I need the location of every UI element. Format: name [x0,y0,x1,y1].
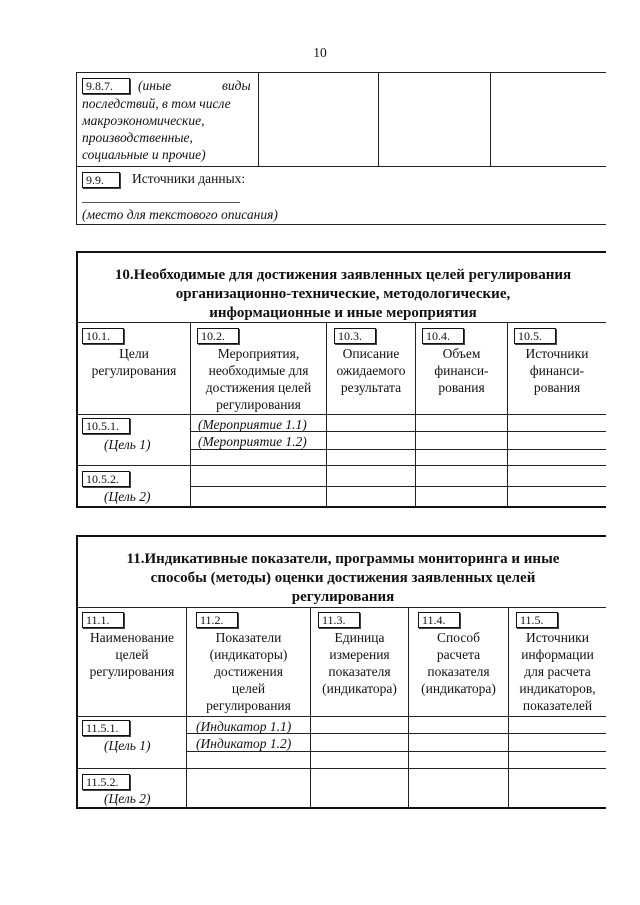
col-10-2-line-1: Мероприятия, [217,346,300,361]
col-10-3-line-2: ожидаемого [336,363,406,378]
col-11-3-line-3: показателя [328,664,391,679]
row-9-8-7-text-b: виды [222,78,251,93]
col-10-4-line-2: финанси- [434,363,489,378]
code-11-4: 11.4. [418,612,460,628]
col-10-5-line-2: финанси- [529,363,585,378]
indicator-1-1: (Индикатор 1.1) [196,719,292,734]
col-11-2-line-5: регулирования [206,698,291,713]
code-11-5-1: 11.5.1. [82,720,130,736]
col-11-5-line-3: для расчета [524,664,591,679]
measure-1-1: (Мероприятие 1.1) [198,417,307,432]
code-11-5-2: 11.5.2. [82,774,130,790]
col-11-3-line-2: измерения [329,647,390,662]
col-10-4-line-1: Объем [442,346,481,361]
code-10-5: 10.5. [514,328,556,344]
col-11-2-line-1: Показатели [215,630,282,645]
code-10-5-2: 10.5.2. [82,471,130,487]
col-11-4-line-2: расчета [436,647,481,662]
goal-1-label-10: (Цель 1) [104,437,151,452]
row-9-8-7-line-4: социальные и прочие) [82,147,206,162]
col-10-3-line-1: Описание [342,346,400,361]
col-10-2-line-2: необходимые для [208,363,309,378]
col-11-1-line-1: Наименование [89,630,175,645]
col-11-4-line-3: показателя [427,664,490,679]
page-number: 10 [313,45,327,60]
col-11-1-line-2: целей [115,647,149,662]
goal-1-label-11: (Цель 1) [104,738,151,753]
col-11-1-line-3: регулирования [89,664,175,679]
col-11-2-line-4: целей [231,681,266,696]
goal-2-label-11: (Цель 2) [104,791,151,806]
col-11-4-line-4: (индикатора) [421,681,496,696]
section-11-title-1: 11.Индикативные показатели, программы мониторинга и иные [126,551,560,567]
col-11-4-line-1: Способ [437,630,480,645]
col-10-2-line-3: достижения целей [205,380,312,395]
section-10-title-1: 10.Необходимые для достижения заявленных целей регулирования [114,267,572,283]
col-10-4-line-3: рования [438,380,485,395]
row-9-8-7-line-1: последствий, в том числе [82,96,231,111]
section-11-title-3: регулирования [291,589,395,605]
section-11-title-2: способы (методы) оценки достижения заявленных целей [150,570,536,586]
col-11-3-line-1: Единица [334,630,385,645]
goal-2-label-10: (Цель 2) [104,489,151,504]
code-11-2: 11.2. [196,612,238,628]
indicator-1-2: (Индикатор 1.2) [196,736,292,751]
text-description-placeholder: (место для текстового описания) [82,207,278,222]
row-9-8-7-line-2: макроэкономические, [82,113,205,128]
code-9-9: 9.9. [82,172,120,188]
code-11-1: 11.1. [82,612,124,628]
row-9-8-7-line-3: производственные, [82,130,193,145]
code-11-5: 11.5. [516,612,558,628]
col-10-2-line-4: регулирования [216,397,301,412]
code-11-3: 11.3. [318,612,360,628]
col-10-1-line-2: регулирования [91,363,177,378]
code-10-1: 10.1. [82,328,124,344]
section-10-title-2: организационно-технические, методологические, [175,286,511,302]
col-11-2-line-2: (индикаторы) [209,647,288,662]
section-10-title-3: информационные и иные мероприятия [209,305,477,321]
col-11-5-line-4: индикаторов, [519,681,596,696]
code-10-5-1: 10.5.1. [82,418,130,434]
code-10-3: 10.3. [334,328,376,344]
col-10-1-line-1: Цели [119,346,149,361]
col-11-5-line-5: показателей [522,698,593,713]
col-11-3-line-4: (индикатора) [322,681,397,696]
col-11-5-line-2: информации [521,647,594,662]
data-sources-label: Источники данных: [132,171,246,186]
col-10-3-line-3: результата [340,380,402,395]
col-10-5-line-3: рования [533,380,581,395]
col-11-2-line-3: достижения [214,664,283,679]
code-9-8-7: 9.8.7. [82,78,130,94]
row-9-8-7-text-a: (иные [138,78,172,93]
col-11-5-line-1: Источники [526,630,589,645]
measure-1-2: (Мероприятие 1.2) [198,434,307,449]
col-10-5-line-1: Источники [525,346,589,361]
code-10-4: 10.4. [422,328,464,344]
code-10-2: 10.2. [197,328,239,344]
